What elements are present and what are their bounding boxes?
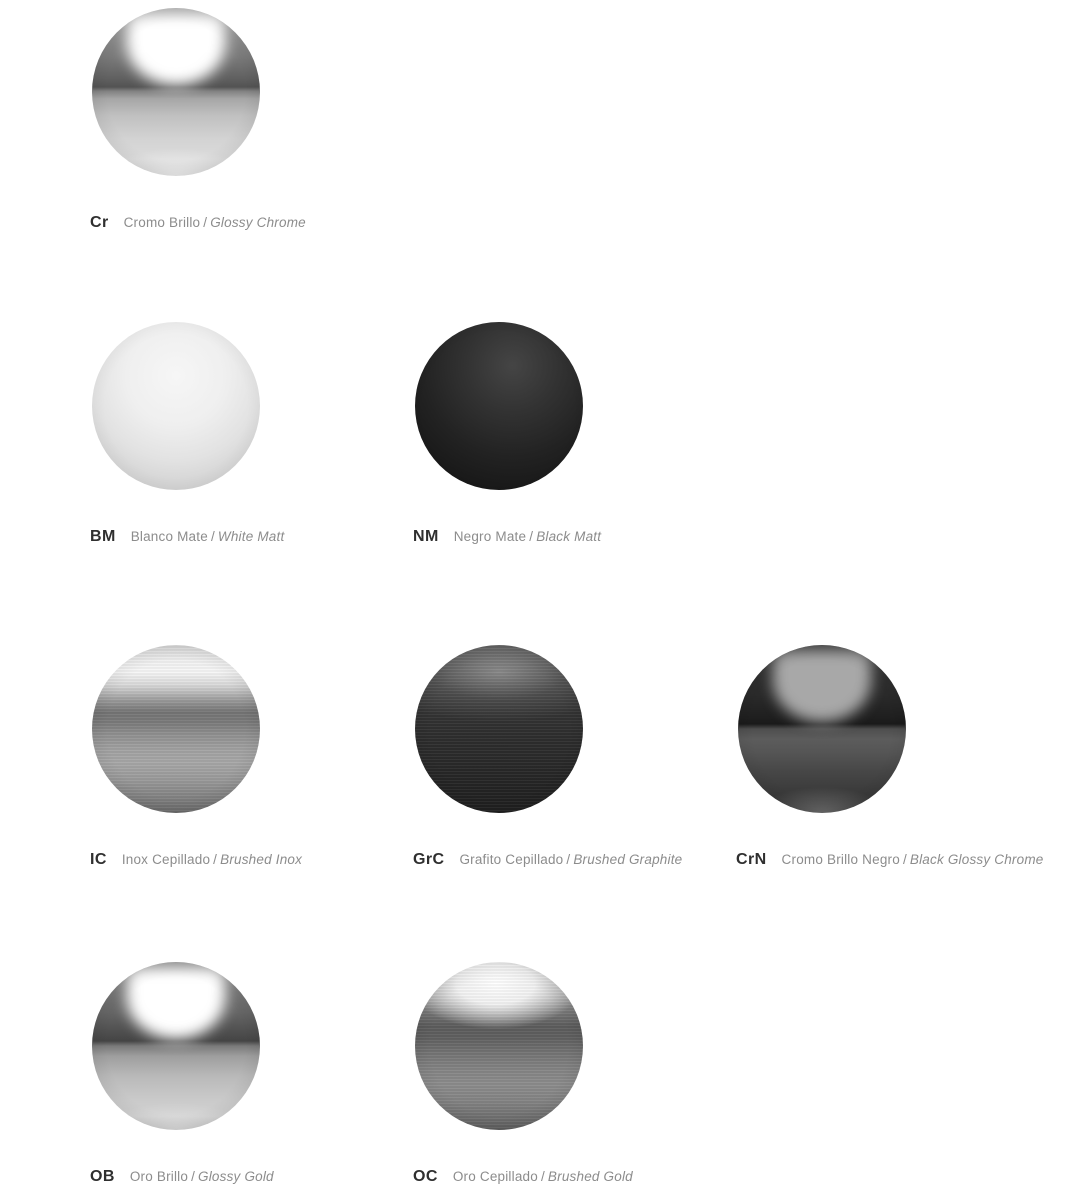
finish-swatch-black-matt (413, 322, 736, 645)
finish-name-english: Glossy Gold (198, 1169, 274, 1184)
name-separator: / (540, 1169, 545, 1184)
finish-caption (90, 528, 284, 546)
finish-caption (413, 1168, 633, 1186)
finish-name-english: Brushed Inox (220, 852, 303, 867)
finish-caption (90, 851, 302, 869)
finish-code: OC (413, 1168, 438, 1185)
finish-sphere-black-matt (415, 322, 583, 490)
finish-name (124, 215, 306, 230)
finish-name-spanish: Oro Brillo (129, 1169, 189, 1184)
name-separator: / (902, 852, 907, 867)
finish-name-spanish: Oro Cepillado (452, 1169, 538, 1184)
finish-name-english: Black Glossy Chrome (909, 852, 1044, 867)
name-separator: / (566, 852, 571, 867)
finish-swatch-brushed-graphite (413, 645, 736, 962)
finish-caption (90, 1168, 274, 1186)
name-separator: / (191, 1169, 196, 1184)
finish-code: BM (90, 528, 116, 545)
finish-swatch-glossy-chrome (90, 8, 413, 322)
finish-code: NM (413, 528, 439, 545)
finish-code: IC (90, 851, 107, 868)
finish-code: CrN (736, 851, 767, 868)
window-reflection-highlight (773, 650, 870, 722)
finish-sphere-brushed-graphite (415, 645, 583, 813)
name-separator: / (213, 852, 218, 867)
finish-name (122, 852, 302, 867)
finish-sphere-glossy-chrome (92, 8, 260, 176)
finish-sphere-brushed-gold (415, 962, 583, 1130)
finish-caption (90, 214, 306, 232)
finish-code: GrC (413, 851, 445, 868)
finish-name-english: Brushed Gold (547, 1169, 633, 1184)
finish-name-english: Brushed Graphite (573, 852, 683, 867)
finish-sphere-glossy-gold (92, 962, 260, 1130)
finish-swatch-glossy-gold (90, 962, 413, 1191)
finish-name (454, 529, 602, 544)
finish-name (131, 529, 285, 544)
name-separator: / (210, 529, 215, 544)
finish-code: OB (90, 1168, 115, 1185)
finish-swatch-white-matt (90, 322, 413, 645)
finish-sphere-black-glossy-chrome (738, 645, 906, 813)
finish-name-english: White Matt (217, 529, 285, 544)
finish-sphere-brushed-inox (92, 645, 260, 813)
name-separator: / (529, 529, 534, 544)
finish-caption (736, 851, 1043, 869)
finish-sphere-white-matt (92, 322, 260, 490)
finish-swatch-brushed-inox (90, 645, 413, 962)
finish-name-spanish: Cromo Brillo (123, 215, 201, 230)
finish-name-english: Black Matt (536, 529, 602, 544)
finish-name-spanish: Blanco Mate (130, 529, 208, 544)
finish-caption (413, 851, 682, 869)
window-reflection-highlight (127, 967, 224, 1039)
finish-name (130, 1169, 274, 1184)
finish-caption (413, 528, 601, 546)
finish-name-spanish: Grafito Cepillado (459, 852, 564, 867)
finish-name-spanish: Negro Mate (453, 529, 527, 544)
finish-code: Cr (90, 214, 109, 231)
finish-name (782, 852, 1044, 867)
finish-name-english: Glossy Chrome (210, 215, 306, 230)
name-separator: / (203, 215, 208, 230)
finish-name (453, 1169, 633, 1184)
finish-name (459, 852, 682, 867)
finish-swatch-black-glossy-chrome (736, 645, 1059, 962)
finish-name-spanish: Inox Cepillado (121, 852, 211, 867)
finish-name-spanish: Cromo Brillo Negro (781, 852, 900, 867)
window-reflection-highlight (127, 13, 224, 85)
finish-swatch-brushed-gold (413, 962, 736, 1191)
